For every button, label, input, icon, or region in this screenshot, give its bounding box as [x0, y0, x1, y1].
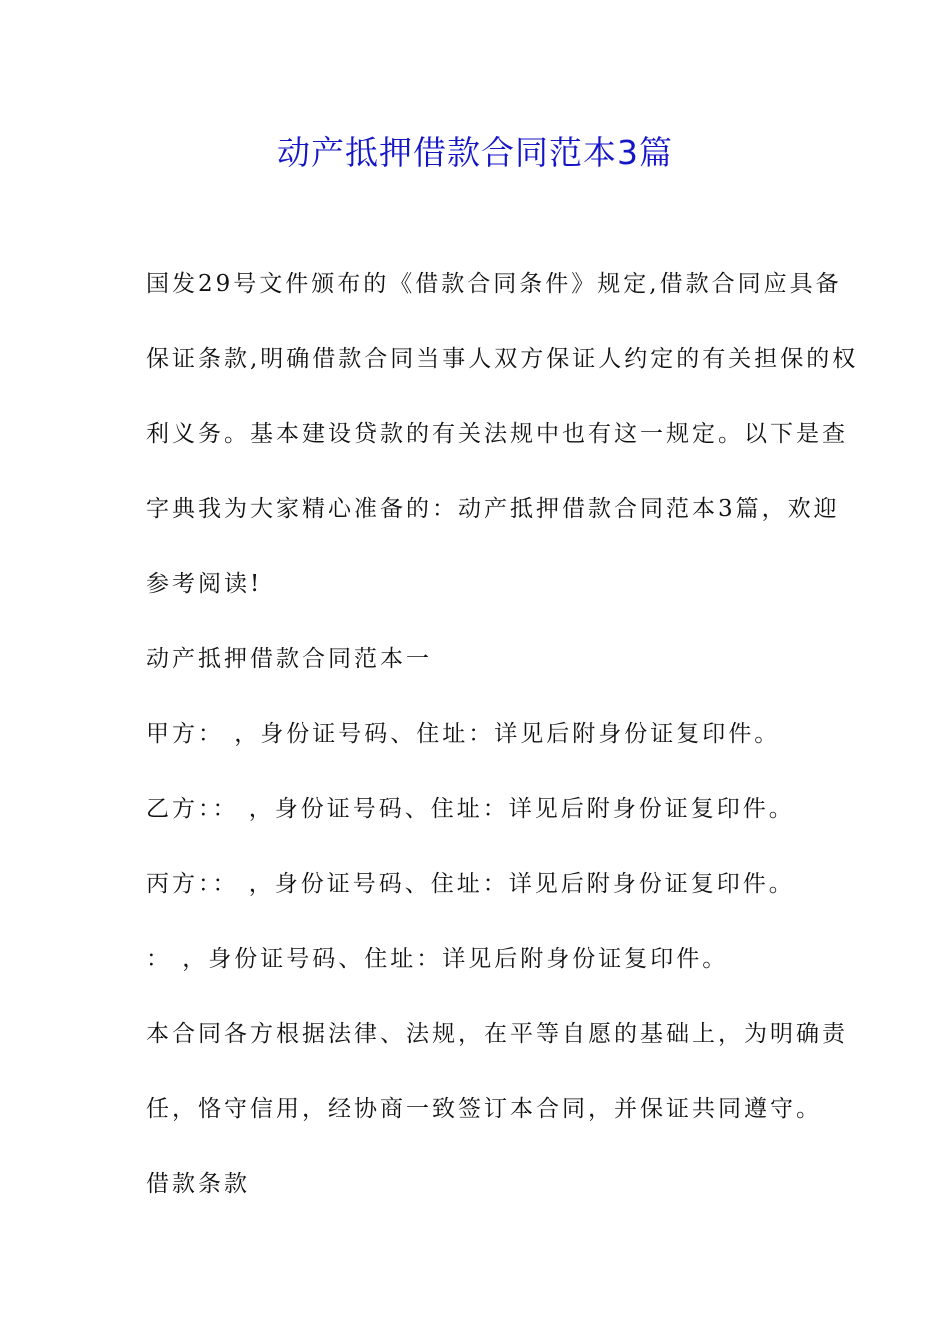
agreement-line-2: 任，恪守信用，经协商一致签订本合同，并保证共同遵守。	[146, 1096, 822, 1122]
agreement-line-1: 本合同各方根据法律、法规，在平等自愿的基础上，为明确责	[146, 1021, 848, 1047]
party-c-line: 丙方：： ，身份证号码、住址：详见后附身份证复印件。	[146, 871, 795, 897]
party-d-line: ： ，身份证号码、住址：详见后附身份证复印件。	[146, 946, 729, 972]
intro-line-4: 字典我为大家精心准备的：动产抵押借款合同范本3篇，欢迎	[146, 496, 840, 522]
party-b-line: 乙方：： ，身份证号码、住址：详见后附身份证复印件。	[146, 796, 795, 822]
loan-terms-heading: 借款条款	[146, 1171, 250, 1197]
intro-line-1: 国发29号文件颁布的《借款合同条件》规定,借款合同应具备	[146, 271, 842, 297]
section-heading: 动产抵押借款合同范本一	[146, 646, 432, 672]
party-a-line: 甲方： ，身份证号码、住址：详见后附身份证复印件。	[146, 721, 781, 747]
intro-line-3: 利义务。基本建设贷款的有关法规中也有这一规定。以下是查	[146, 421, 848, 447]
intro-line-5: 参考阅读!	[146, 571, 263, 597]
intro-line-2: 保证条款,明确借款合同当事人双方保证人约定的有关担保的权	[146, 346, 859, 372]
document-title: 动产抵押借款合同范本3篇	[277, 133, 673, 172]
